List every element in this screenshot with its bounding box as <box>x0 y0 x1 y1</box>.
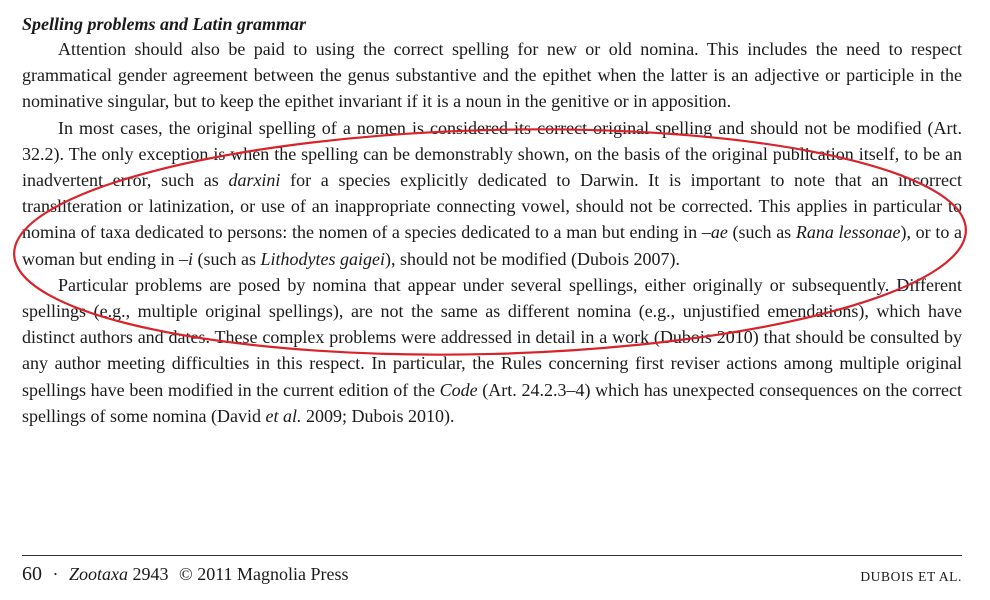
footer-separator: · <box>52 564 59 584</box>
text-run: ), or to a woman but ending in <box>22 222 963 269</box>
page-number: 60 <box>22 563 42 585</box>
italic-text-run: Code <box>439 379 478 400</box>
text-run: ), should not be modified (Dubois 2007). <box>384 248 680 269</box>
italic-text-run: –i <box>178 248 193 269</box>
paragraphs-container <box>22 36 962 429</box>
text-run: (such as <box>727 222 796 243</box>
text-run: Particular problems are posed by nomina that appear under several spellings, either originally or subsequently. Different spellings (e.g., multiple original spellings), are not the same as different nomina (e.g., unjustified emendations), which have distinct authors and dates. These complex problems were addressed in detail in a work (Dubois 2010) that should be consulted by any author meeting difficulties in this respect. In particular, the Rules concerning first reviser actions among multiple original spellings have been modified in the current edition of the <box>22 274 962 400</box>
footer-citation <box>22 561 349 587</box>
italic-text-run: Lithodytes gaigei <box>260 248 385 269</box>
text-run: (such as <box>193 248 261 269</box>
footer-rule <box>22 555 962 556</box>
running-head: DUBOIS ET AL. <box>860 569 962 584</box>
text-run: 2009; Dubois 2010). <box>301 405 455 426</box>
text-run: (Art. 24.2.3–4) which has unexpected consequences on the correct spellings of some nomina (David <box>22 379 962 426</box>
italic-text-run: et al. <box>265 405 302 426</box>
text-run: for a species explicitly dedicated to Darwin. It is important to note that an incorrect transliteration or latinization, or use of an inappropriate connecting vowel, should not be corrected. This applies in particular to nomina of taxa dedicated to persons: the nomen of a species dedicated to a man but ending in <box>22 170 962 243</box>
body-paragraph <box>22 115 962 272</box>
journal-volume: 2943 <box>132 564 169 584</box>
journal-name: Zootaxa <box>69 564 129 584</box>
text-run: Attention should also be paid to using the correct spelling for new or old nomina. This includes the need to respect grammatical gender agreement between the genus substantive and the epithet when the latter is an adjective or participle in the nominative singular, but to keep the epithet invariant if it is a noun in the genitive or in apposition. <box>22 39 962 112</box>
article-body <box>22 12 962 429</box>
italic-text-run: –ae <box>701 222 728 243</box>
section-heading: Spelling problems and Latin grammar <box>22 14 307 34</box>
body-paragraph <box>22 36 962 115</box>
italic-text-run: Rana lessonae <box>795 222 901 243</box>
body-paragraph <box>22 272 962 429</box>
copyright-notice: © 2011 Magnolia Press <box>179 564 349 584</box>
text-run: In most cases, the original spelling of a nomen is considered its correct original spelling and should not be modified (Art. 32.2). The only exception is when the spelling can be demonstrably shown, on the basis of the original publication itself, to be an inadvertent error, such as <box>22 117 962 191</box>
italic-text-run: darxini <box>228 170 281 191</box>
